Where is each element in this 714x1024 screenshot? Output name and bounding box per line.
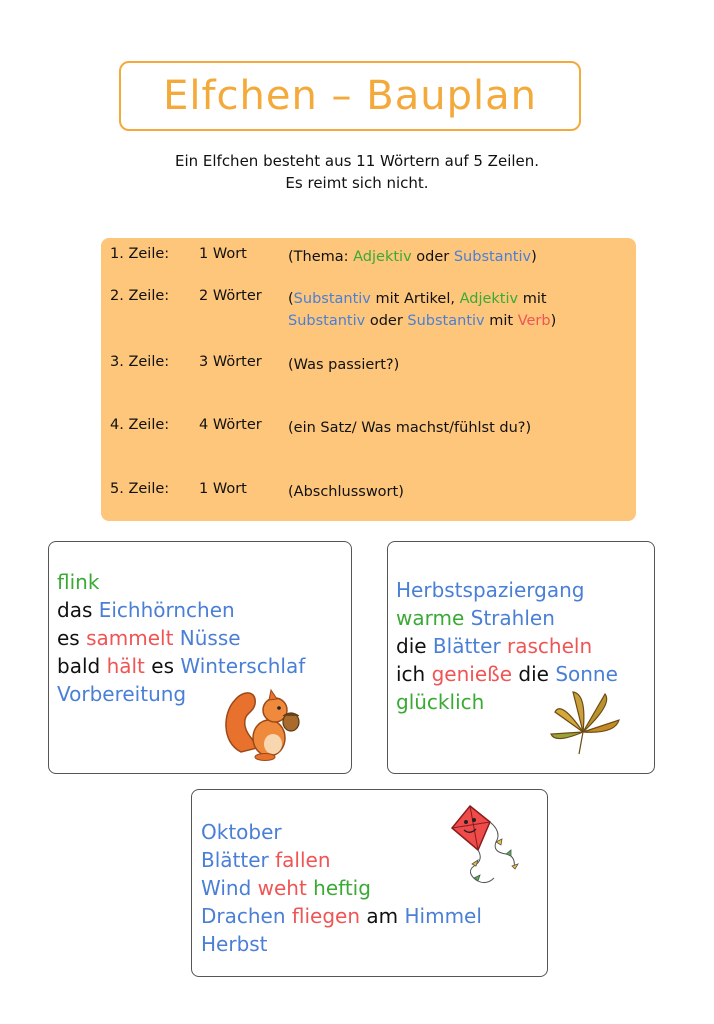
poem-word: es [57,626,87,650]
intro-line-1: Ein Elfchen besteht aus 11 Wörtern auf 5 Zeilen. [174,152,540,170]
plan-row-desc: (ein Satz/ Was machst/fühlst du?) [288,420,532,436]
poem-word: flink [57,570,100,594]
poem-line [201,930,482,958]
plan-row-count: 1 Wort [199,246,247,262]
poem-word: hält [106,654,145,678]
poem-word: am [360,904,405,928]
plan-row-count: 1 Wort [199,481,247,497]
poem-word: Sonne [555,662,618,686]
plan-row-label: 5. Zeile: [110,481,170,497]
squirrel-icon [221,682,311,762]
poem-word: heftig [313,876,371,900]
poem-card-squirrel [48,541,352,774]
poem-word: weht [257,876,307,900]
page-title: Elfchen – Bauplan [163,73,537,119]
poem-word: sammelt [86,626,174,650]
chestnut-leaf-icon [543,682,623,757]
poem-line [201,846,482,874]
plan-row-desc: (Was passiert?) [288,357,400,373]
poem-word: fliegen [291,904,361,928]
poem-word: warme [396,606,465,630]
plan-row-label: 3. Zeile: [110,354,170,370]
poem-word: Herbst [201,932,268,956]
plan-row-count: 3 Wörter [199,354,262,370]
intro-line-2: Es reimt sich nicht. [285,174,429,192]
poem-word: die [512,662,556,686]
poem-word: fallen [275,848,331,872]
poem-word: rascheln [507,634,593,658]
plan-row-label: 1. Zeile: [110,246,170,262]
plan-row-desc: (Thema: Adjektiv oder Substantiv) [288,249,537,265]
poem-word: glücklich [396,690,485,714]
poem-word: Drachen [201,904,286,928]
poem-word: Winterschlaf [180,654,306,678]
poem-line [57,624,305,652]
poem-line [201,902,482,930]
poem-word: genieße [431,662,513,686]
title-box [119,61,581,131]
poem-word: es [144,654,181,678]
plan-row-count: 4 Wörter [199,417,262,433]
poem-text [201,818,482,958]
poem-word: Nüsse [179,626,241,650]
intro-text [0,150,714,194]
plan-row-label: 2. Zeile: [110,288,170,304]
poem-word: Oktober [201,820,282,844]
poem-word: ich [396,662,432,686]
poem-card-autumn-walk [387,541,655,774]
plan-row-desc: (Substantiv mit Artikel, Adjektiv mit Substantiv oder Substantiv mit Verb) [288,291,557,329]
poem-line [201,874,482,902]
poem-line [396,576,618,604]
verb-word: Verb [517,313,551,329]
plan-row-label: 4. Zeile: [110,417,170,433]
poem-word: das [57,598,99,622]
poem-word: Blätter [201,848,269,872]
poem-word: Wind [201,876,252,900]
poem-word: Strahlen [470,606,555,630]
poem-word: bald [57,654,107,678]
poem-word: Vorbereitung [57,682,187,706]
poem-line [396,604,618,632]
poem-line [201,818,482,846]
plan-box [101,238,636,521]
substantiv-word: Substantiv [453,249,532,265]
poem-word: Herbstspaziergang [396,578,585,602]
plan-row-desc: (Abschlusswort) [288,484,404,500]
poem-line [57,596,305,624]
poem-line [396,632,618,660]
poem-word: Blätter [432,634,501,658]
poem-line [57,652,305,680]
poem-card-october [191,789,548,977]
kite-icon [444,802,524,892]
plan-row-count: 2 Wörter [199,288,262,304]
poem-word: Eichhörnchen [98,598,235,622]
poem-word: Himmel [404,904,482,928]
adjektiv-word: Adjektiv [353,249,412,265]
poem-line [57,568,305,596]
poem-word: die [396,634,433,658]
